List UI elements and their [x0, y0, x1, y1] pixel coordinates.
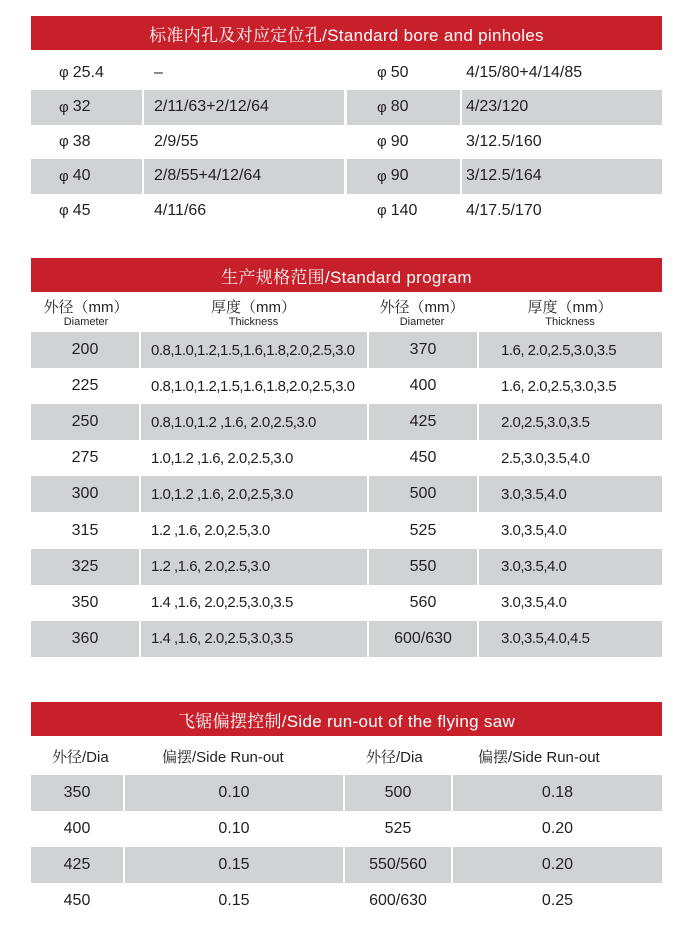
- phi-symbol: φ: [59, 64, 69, 81]
- runout-right-diameter: [345, 847, 451, 883]
- program-left-diameter-text: 325: [71, 557, 99, 575]
- program-left-thickness-text: 0.8,1.0,1.2,1.5,1.6,1.8,2.0,2.5,3.0: [151, 377, 355, 395]
- runout-right-value-text: 0.18: [541, 784, 574, 801]
- bore-left-diameter-text: 25.4: [72, 63, 104, 81]
- bore-left-diameter-text: 45: [72, 201, 91, 219]
- table-row: [31, 193, 662, 228]
- bore-left-pinholes-text: –: [154, 63, 163, 81]
- runout-left-value-text: 0.10: [218, 820, 250, 837]
- program-right-thickness: [479, 476, 662, 512]
- table-row: [31, 404, 662, 440]
- program-right-thickness-text: 2.0,2.5,3.0,3.5: [501, 413, 590, 431]
- program-right-thickness: [479, 621, 662, 657]
- program-left-thickness: [141, 549, 367, 585]
- runout-left-diameter-text: 425: [63, 856, 91, 873]
- program-right-diameter-text: 500: [409, 485, 437, 503]
- runout-right-value-text: 0.20: [541, 856, 574, 873]
- runout-right-value: [453, 847, 662, 883]
- program-left-diameter: [31, 368, 139, 404]
- program-header-diameter-right: 外径（mm） Diameter: [379, 299, 465, 328]
- runout-right-diameter-text: 550/560: [369, 856, 427, 873]
- bore-right-diameter: [347, 159, 460, 194]
- program-left-diameter-text: 350: [71, 593, 99, 611]
- bore-right-diameter: [347, 55, 460, 90]
- program-section-title: 生产规格范围/Standard program: [31, 258, 662, 292]
- program-left-diameter: [31, 621, 139, 657]
- bore-left-diameter-text: 38: [72, 132, 91, 150]
- runout-right-diameter-text: 600/630: [369, 892, 427, 909]
- runout-left-diameter: [31, 847, 123, 883]
- program-right-diameter: [369, 332, 477, 368]
- runout-right-value: [453, 883, 662, 919]
- program-left-diameter: [31, 440, 139, 476]
- program-right-diameter-text: 600/630: [394, 629, 452, 647]
- program-left-diameter: [31, 404, 139, 440]
- table-row: [31, 332, 662, 368]
- bore-left-pinholes-text: 2/8/55+4/12/64: [154, 167, 262, 184]
- bore-left-pinholes: [144, 159, 344, 194]
- runout-left-value: [125, 811, 343, 847]
- runout-header-dia-left: 外径/Dia: [52, 749, 109, 766]
- program-right-thickness-text: 2.5,3.0,3.5,4.0: [501, 449, 590, 467]
- program-right-thickness: [479, 440, 662, 476]
- runout-left-diameter-text: 350: [63, 784, 91, 801]
- table-row: [31, 90, 662, 125]
- runout-right-diameter: [345, 883, 451, 919]
- bore-left-diameter: [31, 193, 142, 228]
- bore-left-pinholes-text: 4/11/66: [154, 201, 207, 219]
- program-right-thickness: [479, 585, 662, 621]
- bore-right-pinholes: [462, 90, 662, 125]
- program-right-thickness: [479, 513, 662, 549]
- program-right-diameter-text: 400: [409, 377, 437, 395]
- phi-symbol: φ: [59, 133, 69, 150]
- bore-left-pinholes: [144, 90, 344, 125]
- phi-symbol: φ: [59, 167, 69, 185]
- runout-left-diameter-text: 400: [63, 820, 91, 837]
- program-right-diameter-text: 425: [409, 413, 437, 431]
- runout-right-diameter-text: 500: [384, 784, 412, 801]
- program-left-diameter-text: 300: [71, 485, 99, 503]
- bore-right-pinholes: [462, 55, 662, 90]
- bore-right-pinholes: [462, 193, 662, 228]
- runout-left-value-text: 0.10: [218, 784, 250, 801]
- bore-right-diameter: [347, 193, 460, 228]
- bore-right-pinholes-text: 4/15/80+4/14/85: [466, 63, 583, 81]
- runout-right-diameter: [345, 811, 451, 847]
- program-right-thickness: [479, 404, 662, 440]
- runout-right-diameter-text: 525: [384, 820, 412, 837]
- program-left-thickness: [141, 332, 367, 368]
- table-row: [31, 811, 662, 847]
- runout-header-runout-left: 偏摆/Side Run-out: [162, 749, 284, 766]
- program-left-thickness-text: 0.8,1.0,1.2,1.5,1.6,1.8,2.0,2.5,3.0: [151, 341, 355, 359]
- table-row: [31, 775, 662, 811]
- bore-left-diameter: [31, 159, 142, 194]
- table-row: [31, 883, 662, 919]
- program-left-diameter-text: 275: [71, 449, 99, 467]
- program-left-diameter-text: 360: [71, 629, 99, 647]
- program-left-thickness-text: 0.8,1.0,1.2 ,1.6, 2.0,2.5,3.0: [151, 413, 316, 431]
- runout-left-value: [125, 847, 343, 883]
- bore-right-diameter-text: 50: [390, 63, 409, 81]
- bore-right-pinholes: [462, 159, 662, 194]
- program-left-diameter: [31, 585, 139, 621]
- program-left-thickness: [141, 404, 367, 440]
- bore-right-diameter: [347, 90, 460, 125]
- program-right-thickness-text: 1.6, 2.0,2.5,3.0,3.5: [501, 377, 617, 395]
- program-left-diameter: [31, 332, 139, 368]
- table-row: [31, 621, 662, 657]
- bore-left-diameter-text: 32: [72, 98, 91, 115]
- program-header-thickness-right: 厚度（mm） Thickness: [527, 299, 613, 328]
- bore-right-pinholes: [462, 124, 662, 159]
- table-row: [31, 124, 662, 159]
- bore-section-title: 标准内孔及对应定位孔/Standard bore and pinholes: [31, 16, 662, 50]
- phi-symbol: φ: [377, 202, 387, 219]
- program-right-thickness-text: 3.0,3.5,4.0: [501, 558, 567, 576]
- program-right-diameter: [369, 440, 477, 476]
- bore-left-pinholes-text: 2/11/63+2/12/64: [154, 98, 269, 115]
- bore-left-pinholes: [144, 193, 344, 228]
- program-left-diameter: [31, 513, 139, 549]
- bore-left-diameter-text: 40: [72, 167, 91, 184]
- program-left-thickness: [141, 585, 367, 621]
- bore-right-diameter-text: 90: [390, 132, 409, 150]
- bore-right-pinholes-text: 4/17.5/170: [466, 201, 542, 219]
- bore-left-diameter: [31, 124, 142, 159]
- program-left-thickness-text: 1.0,1.2 ,1.6, 2.0,2.5,3.0: [151, 449, 293, 467]
- program-right-thickness-text: 1.6, 2.0,2.5,3.0,3.5: [501, 341, 617, 359]
- phi-symbol: φ: [377, 133, 387, 150]
- program-right-thickness: [479, 549, 662, 585]
- bore-left-pinholes: [144, 124, 344, 159]
- bore-left-pinholes: [144, 55, 344, 90]
- runout-right-value-text: 0.25: [541, 892, 574, 909]
- program-right-diameter-text: 450: [409, 449, 437, 467]
- table-row: [31, 159, 662, 194]
- program-left-thickness: [141, 440, 367, 476]
- runout-left-diameter-text: 450: [63, 892, 91, 909]
- program-right-thickness-text: 3.0,3.5,4.0: [501, 594, 567, 612]
- program-left-diameter: [31, 476, 139, 512]
- program-right-thickness-text: 3.0,3.5,4.0: [501, 485, 567, 503]
- program-left-diameter: [31, 549, 139, 585]
- program-header-diameter-left: 外径（mm） Diameter: [43, 299, 129, 328]
- program-right-diameter-text: 525: [409, 521, 437, 539]
- runout-right-value: [453, 811, 662, 847]
- bore-left-pinholes-text: 2/9/55: [154, 132, 199, 150]
- program-right-diameter: [369, 585, 477, 621]
- program-right-diameter: [369, 404, 477, 440]
- phi-symbol: φ: [377, 167, 387, 185]
- program-left-diameter-text: 200: [71, 341, 99, 358]
- table-row: [31, 847, 662, 883]
- phi-symbol: φ: [59, 202, 69, 219]
- program-left-thickness-text: 1.4 ,1.6, 2.0,2.5,3.0,3.5: [151, 630, 293, 648]
- table-row: [31, 476, 662, 512]
- program-right-diameter: [369, 368, 477, 404]
- runout-left-diameter: [31, 775, 123, 811]
- program-right-diameter-text: 370: [409, 341, 437, 358]
- runout-left-value-text: 0.15: [218, 892, 250, 909]
- program-left-diameter-text: 250: [71, 413, 99, 431]
- program-left-thickness: [141, 368, 367, 404]
- phi-symbol: φ: [59, 98, 69, 116]
- runout-header-dia-right: 外径/Dia: [366, 749, 423, 766]
- program-left-thickness-text: 1.2 ,1.6, 2.0,2.5,3.0: [151, 558, 270, 576]
- bore-right-pinholes-text: 3/12.5/160: [466, 132, 542, 150]
- program-left-thickness-text: 1.2 ,1.6, 2.0,2.5,3.0: [151, 522, 270, 539]
- runout-right-value: [453, 775, 662, 811]
- table-row: [31, 549, 662, 585]
- runout-left-diameter: [31, 883, 123, 919]
- table-row: [31, 55, 662, 90]
- bore-right-diameter-text: 140: [390, 201, 418, 219]
- runout-right-value-text: 0.20: [541, 820, 574, 837]
- table-row: [31, 585, 662, 621]
- runout-left-value-text: 0.15: [218, 856, 250, 873]
- program-right-thickness-text: 3.0,3.5,4.0: [501, 522, 567, 539]
- program-left-thickness: [141, 513, 367, 549]
- program-right-diameter: [369, 513, 477, 549]
- table-row: [31, 368, 662, 404]
- program-right-diameter: [369, 476, 477, 512]
- table-row: [31, 513, 662, 549]
- runout-left-diameter: [31, 811, 123, 847]
- program-left-diameter-text: 315: [71, 521, 99, 539]
- program-header-thickness-left: 厚度（mm） Thickness: [211, 299, 296, 328]
- program-right-thickness-text: 3.0,3.5,4.0,4.5: [501, 630, 590, 648]
- table-row: [31, 440, 662, 476]
- runout-left-value: [125, 883, 343, 919]
- program-right-thickness: [479, 368, 662, 404]
- runout-header-runout-right: 偏摆/Side Run-out: [478, 749, 600, 766]
- program-left-thickness: [141, 621, 367, 657]
- program-right-thickness: [479, 332, 662, 368]
- program-right-diameter: [369, 549, 477, 585]
- program-right-diameter-text: 560: [409, 593, 437, 611]
- phi-symbol: φ: [377, 98, 387, 116]
- program-left-thickness-text: 1.4 ,1.6, 2.0,2.5,3.0,3.5: [151, 594, 293, 612]
- runout-right-diameter: [345, 775, 451, 811]
- runout-left-value: [125, 775, 343, 811]
- program-left-thickness-text: 1.0,1.2 ,1.6, 2.0,2.5,3.0: [151, 485, 293, 503]
- bore-right-pinholes-text: 4/23/120: [466, 98, 529, 115]
- program-left-thickness: [141, 476, 367, 512]
- bore-left-diameter: [31, 55, 142, 90]
- program-left-diameter-text: 225: [71, 377, 99, 395]
- bore-right-diameter: [347, 124, 460, 159]
- program-right-diameter-text: 550: [409, 557, 437, 575]
- bore-right-diameter-text: 80: [390, 98, 409, 115]
- bore-right-pinholes-text: 3/12.5/164: [466, 167, 542, 184]
- runout-section-title: 飞锯偏摆控制/Side run-out of the flying saw: [31, 702, 662, 736]
- bore-right-diameter-text: 90: [390, 167, 409, 184]
- bore-left-diameter: [31, 90, 142, 125]
- phi-symbol: φ: [377, 64, 387, 81]
- program-right-diameter: [369, 621, 477, 657]
